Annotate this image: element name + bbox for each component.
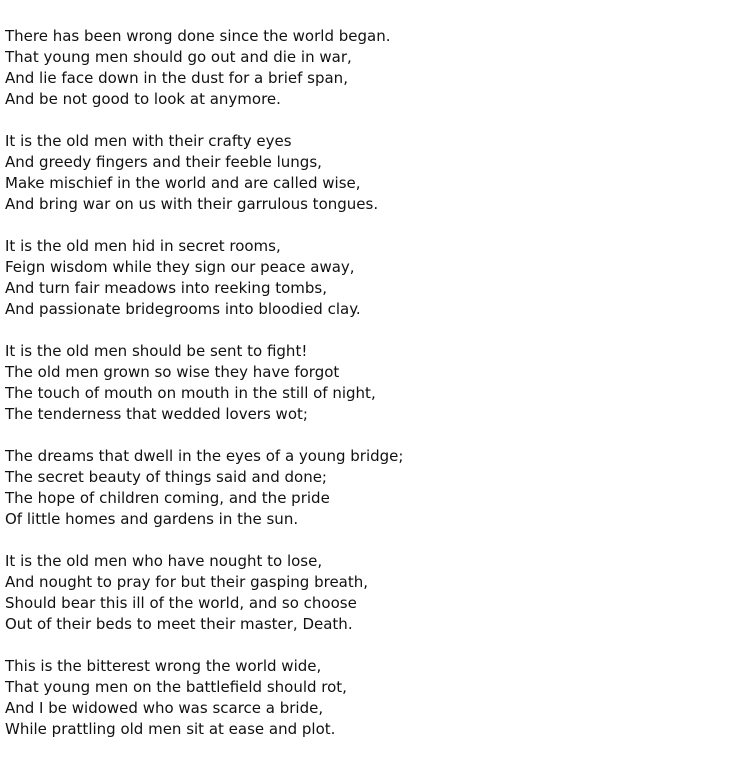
poem-line: And be not good to look at anymore. [5, 90, 281, 108]
poem-line: Out of their beds to meet their master, Death. [5, 615, 353, 633]
poem-line: There has been wrong done since the world began. [5, 27, 391, 45]
poem-body [5, 26, 745, 740]
poem-line: The dreams that dwell in the eyes of a young bridge; [5, 447, 404, 465]
poem-line: And bring war on us with their garrulous tongues. [5, 195, 379, 213]
stanza [5, 551, 745, 635]
poem-line: It is the old men hid in secret rooms, [5, 237, 281, 255]
poem-line: The hope of children coming, and the pride [5, 489, 330, 507]
stanza [5, 446, 745, 530]
poem-line: It is the old men with their crafty eyes [5, 132, 292, 150]
poem-line: Feign wisdom while they sign our peace away, [5, 258, 355, 276]
poem-line: And greedy fingers and their feeble lungs, [5, 153, 322, 171]
poem-line: The old men grown so wise they have forgot [5, 363, 340, 381]
poem-line: The tenderness that wedded lovers wot; [5, 405, 308, 423]
stanza [5, 236, 745, 320]
poem-line: And turn fair meadows into reeking tombs, [5, 279, 328, 297]
poem-line: Make mischief in the world and are called wise, [5, 174, 361, 192]
poem-line: It is the old men should be sent to fight! [5, 342, 308, 360]
stanza [5, 26, 745, 110]
stanza [5, 341, 745, 425]
poem-line: That young men on the battlefield should rot, [5, 678, 347, 696]
poem-line: And I be widowed who was scarce a bride, [5, 699, 324, 717]
poem-line: While prattling old men sit at ease and plot. [5, 720, 336, 738]
stanza [5, 131, 745, 215]
poem-line: This is the bitterest wrong the world wide, [5, 657, 322, 675]
poem-line: That young men should go out and die in war, [5, 48, 352, 66]
poem-line: And nought to pray for but their gasping breath, [5, 573, 369, 591]
stanza [5, 656, 745, 740]
poem-line: The touch of mouth on mouth in the still of night, [5, 384, 376, 402]
poem-line: The secret beauty of things said and done; [5, 468, 327, 486]
poem-line: It is the old men who have nought to lose, [5, 552, 323, 570]
poem-line: Of little homes and gardens in the sun. [5, 510, 299, 528]
poem-line: Should bear this ill of the world, and so choose [5, 594, 357, 612]
poem-line: And passionate bridegrooms into bloodied clay. [5, 300, 361, 318]
poem-line: And lie face down in the dust for a brief span, [5, 69, 348, 87]
